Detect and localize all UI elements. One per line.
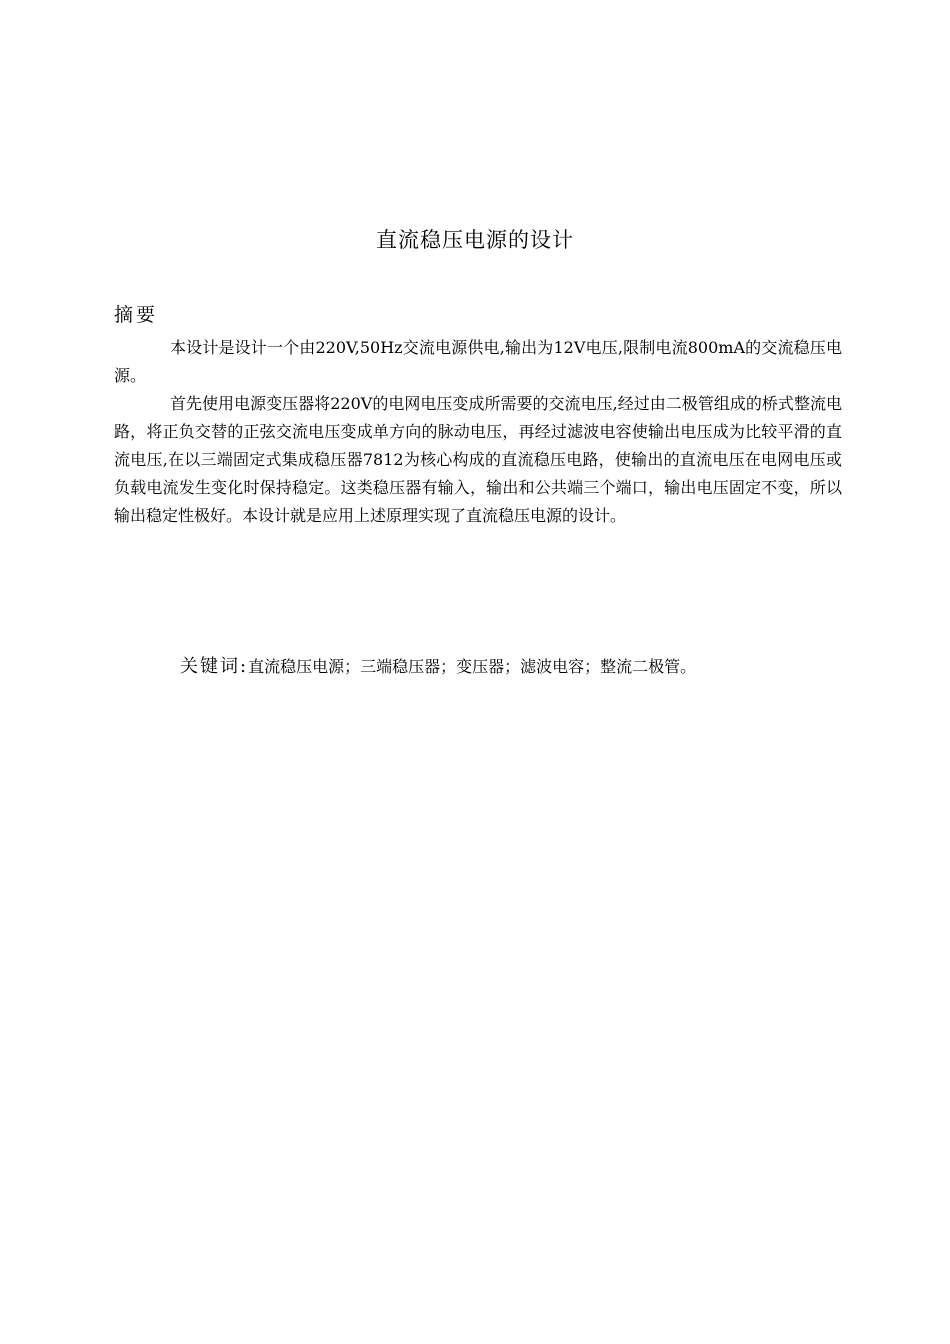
document-title: 直流稳压电源的设计 [376,228,574,252]
abstract-paragraph-2: 首先使用电源变压器将220V的电网电压变成所需要的交流电压,经过由二极管组成的桥式整流电路，将正负交替的正弦交流电压变成单方向的脉动电压，再经过滤波电容使输出电压成为比较平滑的直流电压,在以三端固定式集成稳压器7812为核心构成的直流稳压电路，使输出的直流电压在电网电压或负载电流发生变化时保持稳定。这类稳压器有输入，输出和公共端三个端口，输出电压固定不变，所以输出稳定性极好。本设计就是应用上述原理实现了直流稳压电源的设计。 [114,394,842,525]
keywords-text: 直流稳压电源；三端稳压器；变压器；滤波电容；整流二极管。 [248,657,697,676]
abstract-body [114,334,842,530]
abstract-paragraph-1: 本设计是设计一个由220V,50Hz交流电源供电,输出为12V电压,限制电流800mA的交流稳压电源。 [114,338,842,385]
keywords-line [180,652,842,682]
abstract-heading: 摘要 [114,304,159,326]
keywords-label: 关键词: [180,656,249,677]
